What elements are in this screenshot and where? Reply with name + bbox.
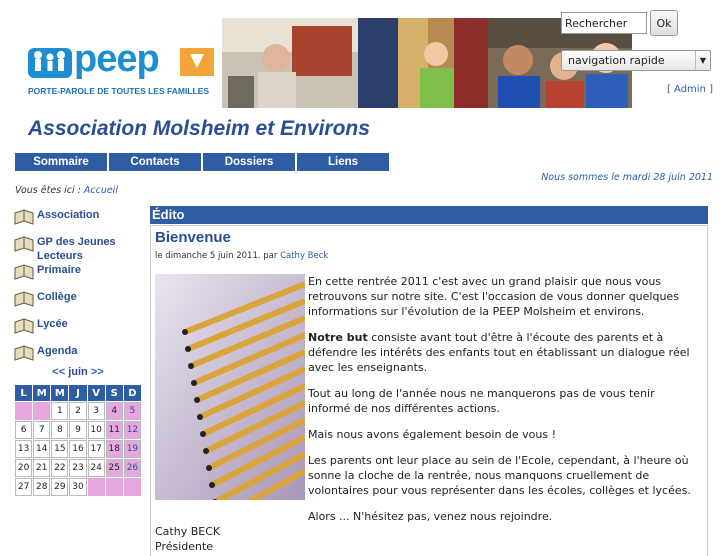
main-content	[150, 206, 708, 553]
menu-sommaire[interactable]: Sommaire	[15, 153, 107, 171]
pencil-tip-shape	[188, 363, 194, 369]
signature-role: Présidente	[155, 540, 214, 553]
site-title: Association Molsheim et Environs	[28, 117, 370, 140]
calendar-day[interactable]: 22	[51, 459, 68, 477]
calendar-day[interactable]: 10	[88, 421, 105, 439]
pencil-tip-shape	[209, 482, 215, 488]
pencil-tip-shape	[206, 465, 212, 471]
calendar-weekday-header: S	[106, 385, 123, 401]
book-icon	[14, 290, 34, 308]
child-painting-photo	[222, 18, 358, 108]
site-header	[14, 8, 650, 152]
signature-name: Cathy BECK	[155, 525, 221, 538]
paragraph-bold-lead: Notre but	[308, 331, 368, 344]
sidebar-item-label: GP des Jeunes Lecteurs	[37, 236, 116, 262]
calendar-day[interactable]: 27	[15, 478, 32, 496]
logo-flag-icon	[180, 48, 214, 76]
calendar-weekday-header: D	[124, 385, 141, 401]
girl-painting-photo	[358, 18, 488, 108]
family-icon	[28, 42, 72, 82]
calendar-day[interactable]: 19	[124, 440, 141, 458]
book-icon	[14, 208, 34, 226]
paragraph: Les parents ont leur place au sein de l'Ecole, cependant, à l'heure où sonne la cloche de la rentrée, nous manquons cruellement de volontaires pour vous représenter dans les écoles, collèges et lycées.	[308, 454, 691, 497]
sidebar-item-label: Collège	[37, 291, 77, 303]
pencil-tip-shape	[182, 329, 188, 335]
calendar-day[interactable]: 3	[88, 402, 105, 420]
calendar-day[interactable]: 11	[106, 421, 123, 439]
article-meta	[155, 251, 328, 261]
search-ok-button[interactable]: Ok	[650, 10, 678, 36]
main-menu	[15, 153, 389, 171]
search-input[interactable]	[561, 12, 647, 34]
pencil-tip-shape	[203, 448, 209, 454]
calendar-next-link[interactable]: >>	[90, 366, 104, 378]
book-icon	[14, 344, 34, 362]
calendar-day[interactable]: 25	[106, 459, 123, 477]
book-icon	[14, 235, 34, 253]
sidebar-item-association[interactable]	[14, 208, 99, 226]
calendar-day[interactable]: 28	[33, 478, 50, 496]
admin-bracket-open: [	[666, 84, 675, 95]
sidebar-item-agenda[interactable]	[14, 344, 77, 362]
pencil-tip-shape	[197, 414, 203, 420]
paragraph-text: consiste avant tout d'être à l'écoute des parents et à défendre les intérêts des enfants tout en établissant un dialogue réel avec les enseignants.	[308, 331, 690, 374]
calendar-day[interactable]: 2	[69, 402, 86, 420]
paragraph: Mais nous avons également besoin de vous !	[308, 428, 557, 441]
calendar-day[interactable]: 21	[33, 459, 50, 477]
sidebar-item-label: Primaire	[37, 264, 82, 276]
calendar-day[interactable]: 13	[15, 440, 32, 458]
sidebar-item-lycee[interactable]	[14, 317, 68, 335]
calendar-day[interactable]: 6	[15, 421, 32, 439]
calendar-empty-cell	[33, 402, 50, 420]
calendar-day[interactable]: 20	[15, 459, 32, 477]
paragraph: Tout au long de l'année nous ne manquerons pas de vous tenir informé de nos différentes actions.	[308, 387, 655, 415]
calendar-grid	[14, 384, 142, 497]
article-title[interactable]: Bienvenue	[155, 229, 231, 246]
calendar-day[interactable]: 16	[69, 440, 86, 458]
logo-tagline: PORTE-PAROLE DE TOUTES LES FAMILLES	[28, 86, 210, 96]
sidebar-item-gp-jeunes-lecteurs[interactable]	[14, 235, 127, 263]
calendar-empty-cell	[88, 478, 105, 496]
calendar-empty-cell	[124, 478, 141, 496]
pencil-tip-shape	[191, 380, 197, 386]
calendar-prev-link[interactable]: <<	[52, 366, 66, 378]
admin-link[interactable]: Admin	[674, 84, 706, 95]
paragraph: En cette rentrée 2011 c'est avec un grand plaisir que nous vous retrouvons sur notre site. C'est l'occasion de vous donner quelques informations sur l'évolution de la PEEP Molsheim et environs.	[308, 275, 679, 318]
paragraph	[308, 330, 698, 375]
calendar-empty-cell	[106, 478, 123, 496]
section-header: Édito	[150, 206, 708, 224]
menu-liens[interactable]: Liens	[297, 153, 389, 171]
logo-wordmark: peep	[74, 38, 159, 80]
quick-nav-selected: navigation rapide	[568, 54, 665, 67]
calendar-day[interactable]: 23	[69, 459, 86, 477]
breadcrumb-prefix: Vous êtes ici :	[15, 185, 84, 196]
article	[150, 225, 708, 556]
sidebar-item-label: Association	[37, 209, 100, 221]
menu-dossiers[interactable]: Dossiers	[203, 153, 295, 171]
calendar-day[interactable]: 26	[124, 459, 141, 477]
calendar-day[interactable]: 29	[51, 478, 68, 496]
calendar-day[interactable]: 7	[33, 421, 50, 439]
menu-contacts[interactable]: Contacts	[109, 153, 201, 171]
calendar-day[interactable]: 14	[33, 440, 50, 458]
calendar-empty-cell	[15, 402, 32, 420]
calendar-day[interactable]: 4	[106, 402, 123, 420]
book-icon	[14, 317, 34, 335]
current-date: Nous sommes le mardi 28 juin 2011	[541, 172, 713, 183]
sidebar-item-label: Lycée	[37, 318, 68, 330]
calendar-weekday-header: M	[51, 385, 68, 401]
calendar-day[interactable]: 30	[69, 478, 86, 496]
calendar-day[interactable]: 17	[88, 440, 105, 458]
article-author-link[interactable]: Cathy Beck	[280, 251, 329, 261]
calendar-weekday-header: M	[33, 385, 50, 401]
calendar-weekday-header: L	[15, 385, 32, 401]
pencil-tip-shape	[194, 397, 200, 403]
calendar-day[interactable]: 9	[69, 421, 86, 439]
calendar-day[interactable]: 1	[51, 402, 68, 420]
chevron-down-icon[interactable]: ▼	[695, 51, 710, 70]
article-body	[308, 274, 698, 535]
admin-link-wrapper	[667, 84, 713, 95]
breadcrumb	[15, 185, 118, 196]
calendar-day[interactable]: 15	[51, 440, 68, 458]
signature	[155, 524, 220, 554]
peep-logo[interactable]	[28, 38, 210, 100]
pencils-image	[155, 274, 305, 500]
breadcrumb-home-link[interactable]: Accueil	[83, 185, 118, 196]
pencil-tip-shape	[200, 431, 206, 437]
calendar-nav	[14, 366, 142, 378]
admin-bracket-close: ]	[705, 84, 713, 95]
calendar-day[interactable]: 12	[124, 421, 141, 439]
calendar-day[interactable]: 8	[51, 421, 68, 439]
calendar-day[interactable]: 5	[124, 402, 141, 420]
calendar-weekday-header: V	[88, 385, 105, 401]
calendar-day[interactable]: 18	[106, 440, 123, 458]
book-icon	[14, 263, 34, 281]
calendar-day[interactable]: 24	[88, 459, 105, 477]
sidebar-item-label: Agenda	[37, 345, 78, 357]
calendar-month: juin	[68, 366, 88, 378]
paragraph: Alors ... N'hésitez pas, venez nous rejoindre.	[308, 510, 553, 523]
quick-nav-select[interactable]	[561, 50, 711, 71]
article-date: le dimanche 5 juin 2011. par	[155, 251, 281, 261]
sidebar-item-college[interactable]	[14, 290, 77, 308]
pencil-tip-shape	[185, 346, 191, 352]
calendar	[14, 366, 142, 492]
sidebar-item-primaire[interactable]	[14, 263, 81, 281]
calendar-weekday-header: J	[69, 385, 86, 401]
